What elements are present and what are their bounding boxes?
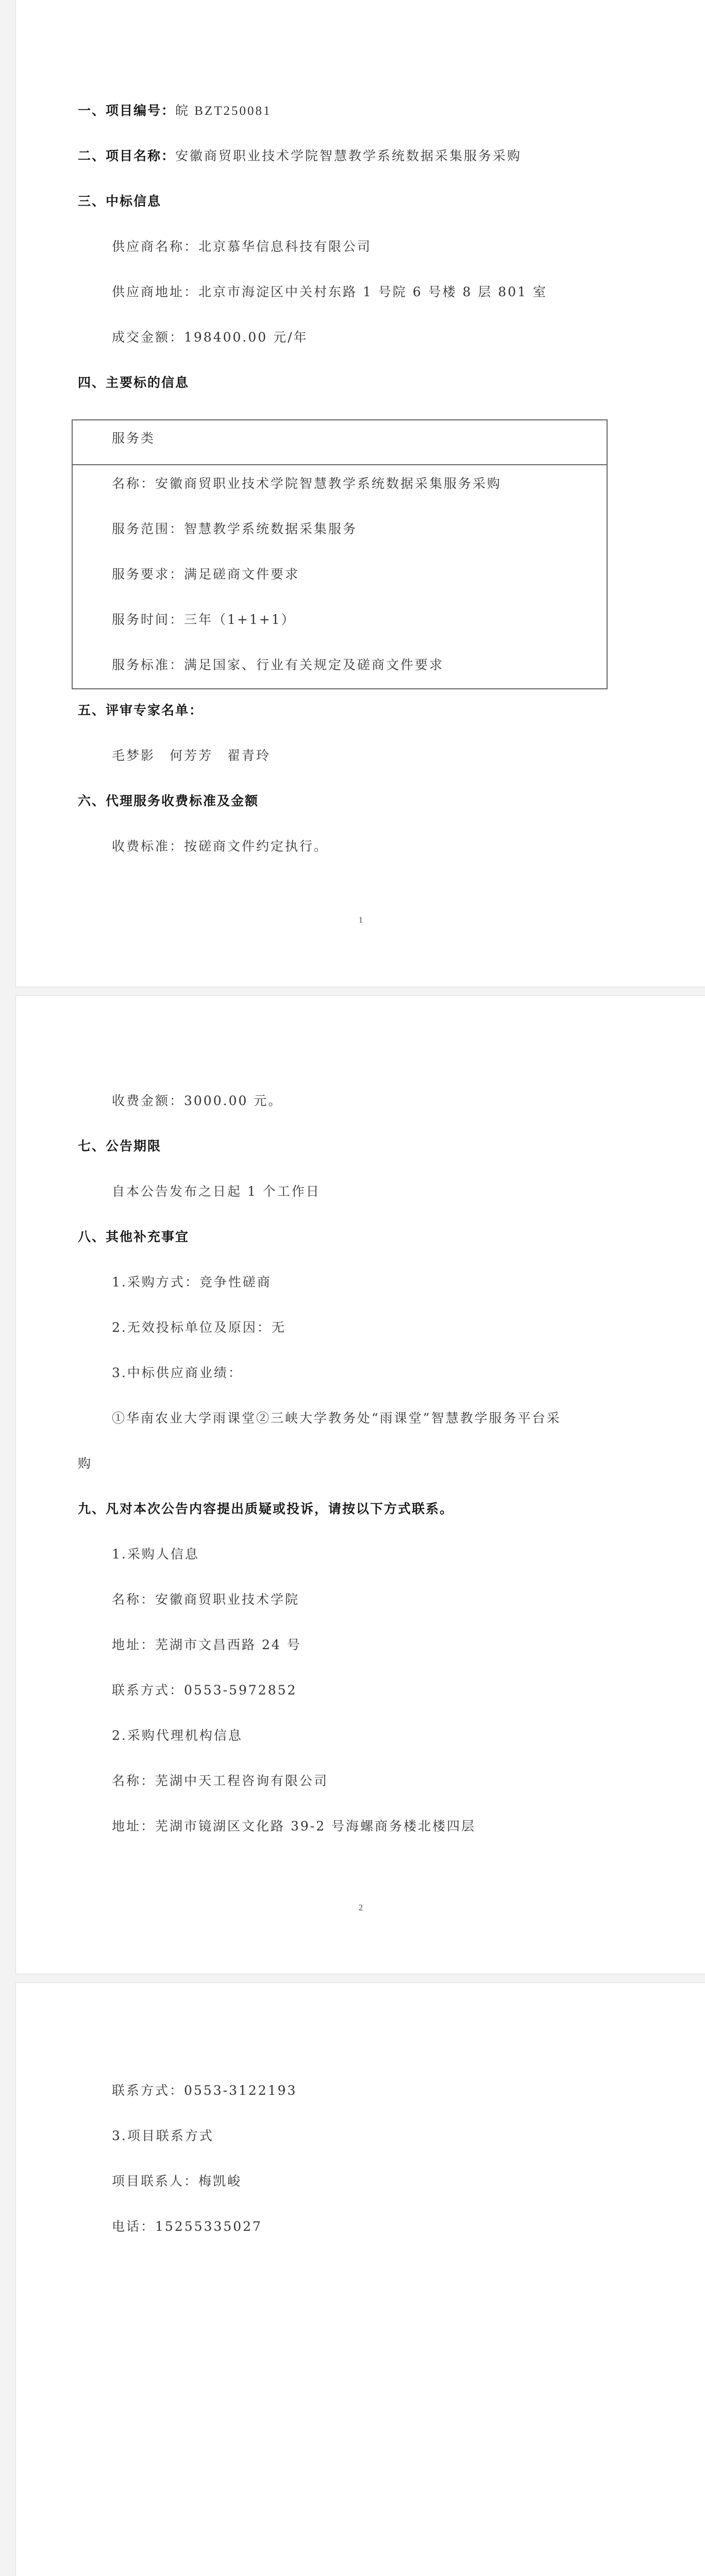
supplier-performance-title: 3.中标供应商业绩： <box>112 1365 243 1380</box>
table-divider <box>73 464 607 465</box>
page-number: 1 <box>358 915 363 925</box>
agency-phone: 联系方式：0553-3122193 <box>112 2083 297 2098</box>
project-contact-phone: 电话：15255335027 <box>112 2219 262 2234</box>
section-heading-contact: 九、凡对本次公告内容提出质疑或投诉，请按以下方式联系。 <box>78 1501 454 1516</box>
table-header-service-type: 服务类 <box>112 431 156 446</box>
agency-address: 地址：芜湖市镜湖区文化路 39-2 号海螺商务楼北楼四层 <box>112 1819 476 1834</box>
expert-names: 毛梦影 何芳芳 翟青玲 <box>112 748 271 763</box>
agency-title: 2.采购代理机构信息 <box>112 1728 243 1743</box>
table-row: 名称：安徽商贸职业技术学院智慧教学系统数据采集服务采购 <box>112 476 502 491</box>
document-page-3 <box>15 1982 705 2576</box>
deal-amount: 成交金额：198400.00 元/年 <box>112 330 308 345</box>
supplier-performance-line: 购 <box>78 1456 93 1471</box>
project-contact-title: 3.项目联系方式 <box>112 2128 214 2143</box>
section-heading-agency-fee: 六、代理服务收费标准及金额 <box>78 793 259 808</box>
notice-period-text: 自本公告发布之日起 1 个工作日 <box>112 1184 321 1199</box>
project-number-value: 皖 BZT250081 <box>175 104 272 118</box>
section-heading-other-matters: 八、其他补充事宜 <box>78 1229 190 1244</box>
page-number: 2 <box>358 1903 363 1912</box>
table-row: 服务范围：智慧教学系统数据采集服务 <box>112 521 358 536</box>
section-heading-main-subject: 四、主要标的信息 <box>78 375 190 390</box>
agency-name: 名称：芜湖中天工程咨询有限公司 <box>112 1773 329 1788</box>
invalid-bidders: 2.无效投标单位及原因：无 <box>112 1320 286 1335</box>
supplier-performance-line: ①华南农业大学雨课堂②三峡大学教务处“雨课堂”智慧教学服务平台采 <box>112 1411 561 1426</box>
supplier-name: 供应商名称：北京慕华信息科技有限公司 <box>112 239 372 254</box>
fee-amount: 收费金额：3000.00 元。 <box>112 1093 283 1108</box>
purchaser-phone: 联系方式：0553-5972852 <box>112 1683 297 1698</box>
section-heading-expert-list: 五、评审专家名单： <box>78 703 204 718</box>
table-row: 服务要求：满足磋商文件要求 <box>112 567 300 582</box>
table-row: 服务标准：满足国家、行业有关规定及磋商文件要求 <box>112 657 444 672</box>
purchaser-title: 1.采购人信息 <box>112 1547 199 1562</box>
project-number-label: 一、项目编号： <box>78 103 176 118</box>
project-name-label: 二、项目名称： <box>78 148 176 163</box>
procurement-method: 1.采购方式：竞争性磋商 <box>112 1275 272 1290</box>
document-page-1 <box>15 0 705 987</box>
fee-standard: 收费标准：按磋商文件约定执行。 <box>112 839 329 854</box>
project-number <box>78 102 271 120</box>
purchaser-name: 名称：安徽商贸职业技术学院 <box>112 1592 300 1607</box>
document-page-2 <box>15 995 705 1974</box>
section-heading-notice-period: 七、公告期限 <box>78 1139 162 1154</box>
project-name <box>78 147 522 165</box>
subject-info-table <box>72 419 608 689</box>
purchaser-address: 地址：芜湖市文昌西路 24 号 <box>112 1637 301 1652</box>
section-heading-winning-info: 三、中标信息 <box>78 194 162 209</box>
supplier-address: 供应商地址：北京市海淀区中关村东路 1 号院 6 号楼 8 层 801 室 <box>112 284 548 299</box>
project-contact-person: 项目联系人：梅凯峻 <box>112 2174 242 2189</box>
project-name-value: 安徽商贸职业技术学院智慧教学系统数据采集服务采购 <box>175 148 522 163</box>
table-row: 服务时间：三年（1+1+1） <box>112 612 296 627</box>
